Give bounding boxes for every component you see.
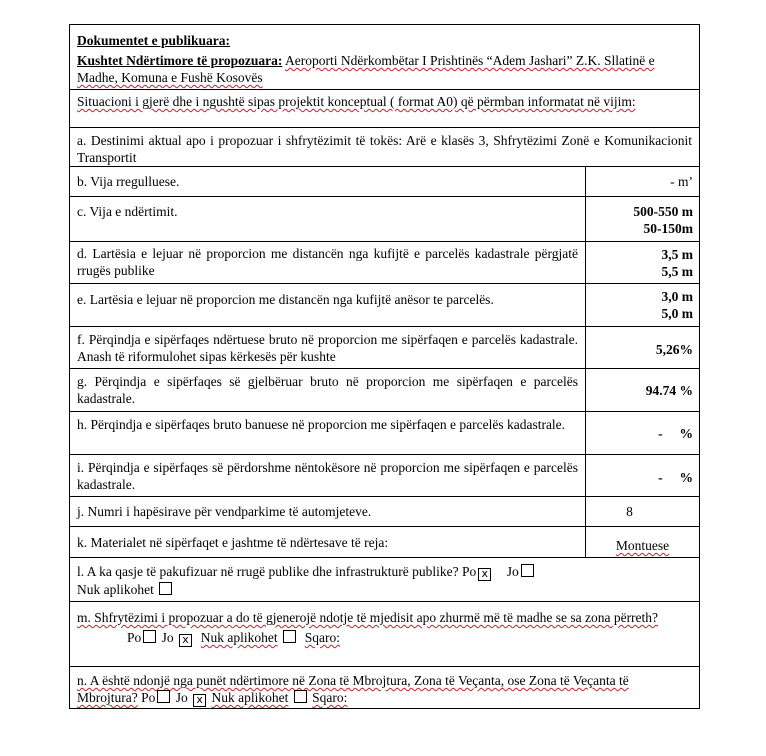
row-m (70, 602, 699, 667)
row-n-po-label: Po (141, 690, 156, 705)
row-n-po-checkbox[interactable] (157, 690, 170, 703)
row-l-na-checkbox[interactable] (159, 582, 172, 595)
row-b (70, 167, 699, 197)
row-f (70, 327, 699, 369)
row-n-explain-label: Sqaro: (312, 690, 348, 705)
row-e-label: e. Lartësia e lejuar në proporcion me distancën nga kufijtë anësor te parcelës. (70, 284, 586, 326)
row-h-value: - % (658, 426, 693, 441)
row-m-na-label: Nuk aplikohet (200, 630, 278, 645)
row-k-value: Montuese (615, 538, 670, 553)
row-f-value: 5,26% (655, 342, 693, 357)
row-l (70, 558, 699, 602)
row-n-na-checkbox[interactable] (294, 690, 307, 703)
row-i-label: i. Përqindja e sipërfaqes së përdorshme nëntokësore në proporcion me sipërfaqen e parcelës kadastrale. (70, 455, 586, 496)
row-l-po-checkbox[interactable]: x (478, 568, 491, 581)
row-l-question: l. A ka qasje të pakufizuar në rrugë publike dhe infrastrukturë publike? (77, 564, 459, 579)
row-d-value-1: 3,5 m (661, 247, 693, 262)
row-m-po-label: Po (127, 630, 142, 645)
row-k-label: k. Materialet në sipërfaqet e jashtme të ndërtesave të reja: (70, 527, 586, 557)
row-n-question: n. A është ndonjë nga punët ndërtimore në Zona të Mbrojtura, Zona të Veçanta, ose Zona të Veçanta të Mbrojtura? (77, 673, 629, 705)
row-d-values (586, 242, 699, 283)
row-c-label: c. Vija e ndërtimit. (70, 197, 586, 241)
row-c (70, 197, 699, 242)
row-b-label: b. Vija rregulluese. (70, 167, 586, 196)
row-l-jo-label: Jo (506, 564, 519, 579)
row-m-options (77, 628, 692, 648)
row-e (70, 284, 699, 327)
row-i (70, 455, 699, 497)
row-n-jo-checkbox[interactable]: x (193, 694, 206, 707)
row-m-po-checkbox[interactable] (143, 630, 156, 643)
row-d (70, 242, 699, 284)
row-k (70, 527, 699, 558)
intro-text: Situacioni i gjerë dhe i ngushtë sipas projektit konceptual ( format A0) që përmban informatat në vijim: (70, 90, 699, 128)
row-m-question: m. Shfrytëzimi i propozuar a do të gjenerojë ndotje të mjedisit apo zhurmë më të madhe se sa zona përreth? (77, 610, 659, 625)
row-i-value: - % (658, 470, 693, 485)
row-l-po-label: Po (462, 564, 477, 579)
row-e-value-2: 5,0 m (661, 306, 693, 321)
row-j-label: j. Numri i hapësirave për vendparkime të automjeteve. (70, 497, 586, 526)
conditions-label: Kushtet Ndërtimore të propozuara: (77, 53, 283, 68)
row-c-value-1: 500-550 m (633, 204, 693, 219)
row-m-explain-label: Sqaro: (304, 630, 341, 645)
row-d-value-2: 5,5 m (661, 264, 693, 279)
row-c-values (586, 197, 699, 241)
row-l-na-label: Nuk aplikohet (77, 582, 154, 597)
row-h (70, 412, 699, 455)
row-c-value-2: 50-150m (643, 221, 693, 236)
row-g (70, 369, 699, 412)
conditions-value: Aeroporti Ndërkombëtar I Prishtinës “Adem Jashari” Z.K. Sllatinë e Madhe, Komuna e Fushë Kosovës (77, 53, 655, 85)
row-e-values (586, 284, 699, 326)
row-n-na-label: Nuk aplikohet (211, 690, 289, 705)
row-j (70, 497, 699, 527)
row-h-label: h. Përqindja e sipërfaqes bruto banuese në proporcion me sipërfaqen e parcelës kadastrale. (70, 412, 586, 454)
document-table (69, 24, 700, 709)
row-a-label: a. Destinimi aktual apo i propozuar i shfrytëzimit të tokës: Arë e klasës 3, Shfrytëzimi Zonë e Komunikacionit Transportit (77, 133, 692, 165)
row-d-label: d. Lartësia e lejuar në proporcion me distancën nga kufijtë e parcelës kadastrale përgjatë rrugës publike (70, 242, 586, 283)
row-g-value: 94.74 % (645, 383, 693, 398)
row-j-value: 8 (626, 504, 633, 519)
document-title: Dokumentet e publikuara: (77, 33, 231, 48)
row-f-label: f. Përqindja e sipërfaqes ndërtuese bruto në proporcion me sipërfaqen e parcelës kadastrale. Anash të riformulohet sipas kërkesës për kushte (70, 327, 586, 368)
row-m-na-checkbox[interactable] (283, 630, 296, 643)
row-n-jo-label: Jo (175, 690, 188, 705)
row-g-label: g. Përqindja e sipërfaqes së gjelbëruar bruto në proporcion me sipërfaqen e parcelës kadastrale. (70, 369, 586, 411)
row-l-jo-checkbox[interactable] (521, 564, 534, 577)
row-m-jo-label: Jo (161, 630, 174, 645)
row-m-jo-checkbox[interactable]: x (179, 634, 192, 647)
conditions-line (77, 52, 692, 86)
row-n (70, 667, 699, 708)
header-cell (70, 25, 699, 90)
row-a (70, 128, 699, 167)
row-e-value-1: 3,0 m (661, 289, 693, 304)
row-b-value: - m’ (670, 174, 693, 189)
